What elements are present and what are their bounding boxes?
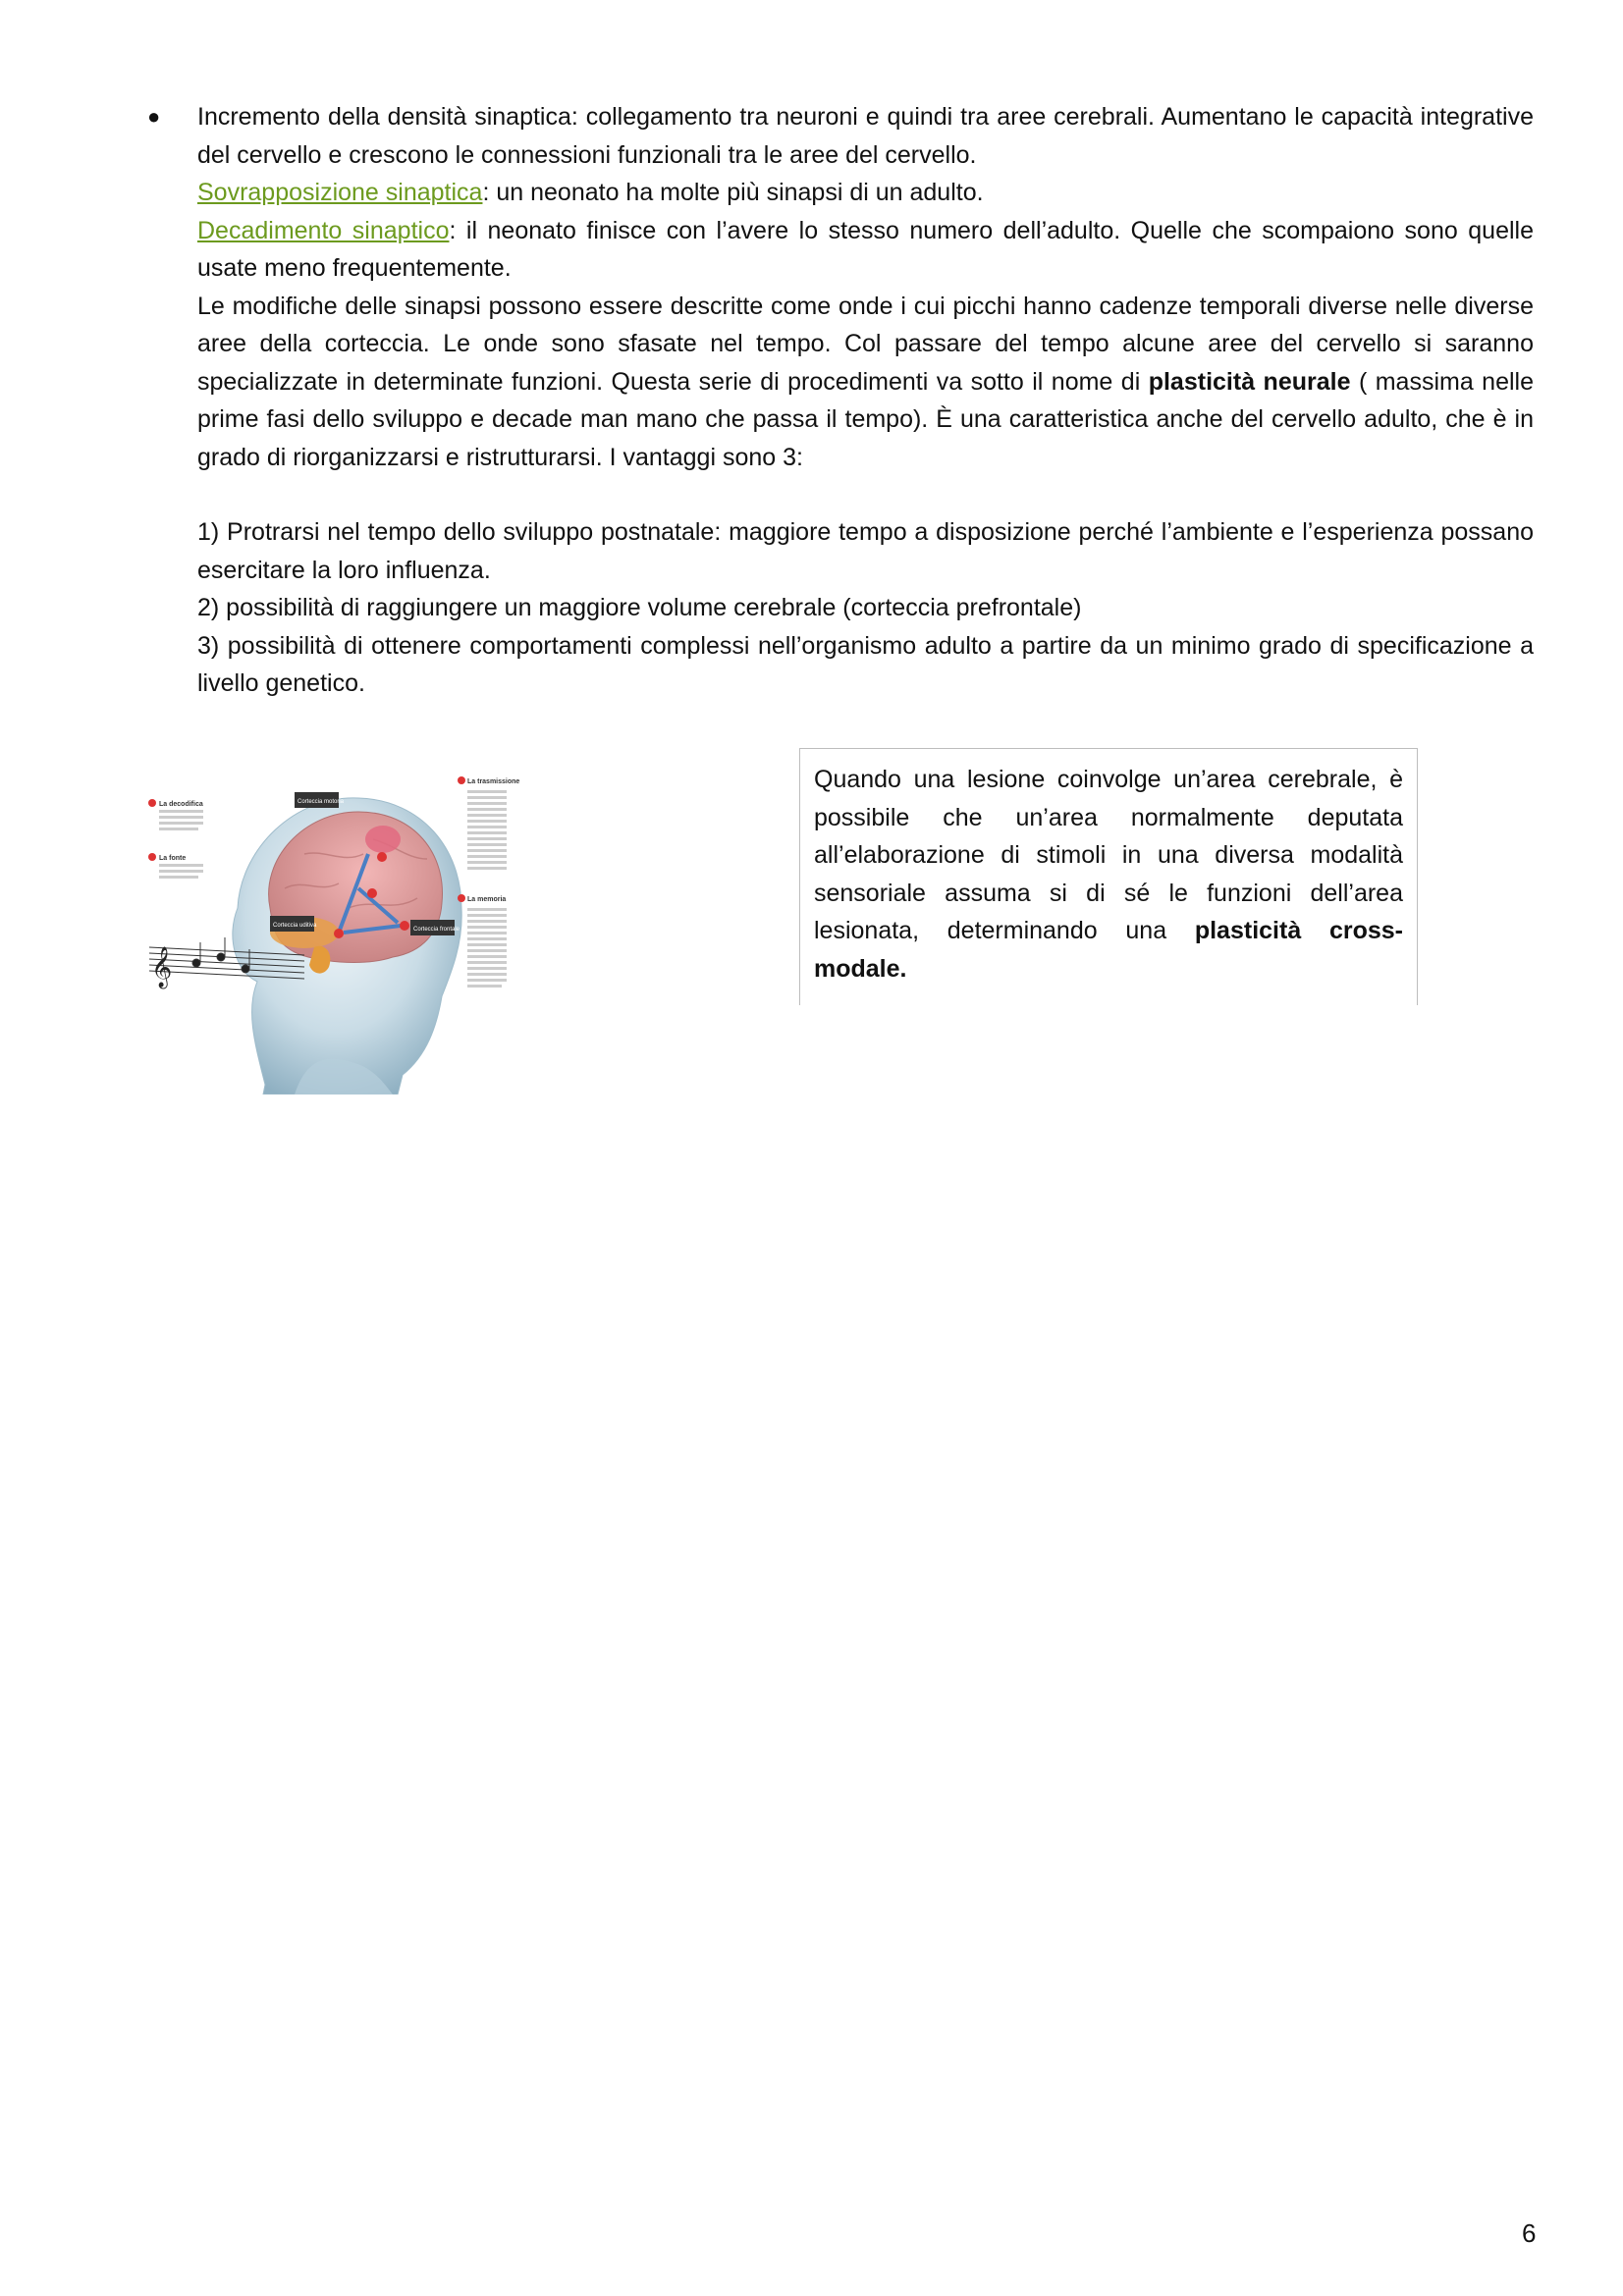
decadimento-text: : il neonato finisce con l’avere lo stesso numero dell’adulto. Quelle che scompaiono sono quelle usate meno frequentemente. (197, 216, 1534, 282)
vantaggio-2: 2) possibilità di raggiungere un maggiore volume cerebrale (corteccia prefrontale) (197, 594, 1082, 621)
sovrapposizione-term: Sovrapposizione sinaptica (197, 179, 483, 206)
label-trasmissione: La trasmissione (467, 778, 520, 785)
bullet-marker: ● (147, 104, 161, 129)
tag-corteccia-frontale: Corteccia frontale (413, 927, 460, 933)
modifiche-paragraph (197, 288, 1534, 477)
label-decodifica: La decodifica (159, 801, 203, 808)
vantaggio-3: 3) possibilità di ottenere comportamenti complessi nell’organismo adulto a partire da un minimo grado di specificazione a livello genetico. (197, 631, 1534, 697)
tag-corteccia-motoria: Corteccia motoria (298, 799, 345, 805)
page-number: 6 (1522, 2218, 1537, 2248)
plasticita-neurale-term: plasticità neurale (1148, 367, 1351, 396)
callout-bold-term: plasticità cross-modale. (814, 917, 1403, 983)
sovrapposizione-paragraph (197, 174, 1534, 212)
label-memoria: La memoria (467, 896, 507, 903)
decadimento-term: Decadimento sinaptico (197, 216, 450, 244)
cross-modal-callout-box (799, 748, 1418, 1005)
tag-corteccia-uditiva: Corteccia uditiva (273, 923, 317, 929)
modifiche-text-after: ( massima nelle prime fasi dello sviluppo e decade man mano che passa il tempo). È una caratteristica anche del cervello adulto, che è in grado di riorganizzarsi e ristrutturarsi. I vantaggi sono 3: (197, 367, 1535, 471)
label-fonte: La fonte (159, 855, 187, 862)
brain-music-figure (147, 761, 530, 1095)
modifiche-text-before: Le modifiche delle sinapsi possono essere descritte come onde i cui picchi hanno cadenze temporali diverse nelle diverse aree della corteccia. Le onde sono sfasate nel tempo. Col passare del tempo alcune aree del cervello si saranno specializzate in determinate funzioni. Questa serie di procedimenti va sotto il nome di (197, 292, 1534, 396)
vantaggio-1: 1) Protrarsi nel tempo dello sviluppo postnatale: maggiore tempo a disposizione perché l’ambiente e l’esperienza possano esercitare la loro influenza. (197, 518, 1534, 584)
main-text-block (197, 98, 1534, 703)
bullet-paragraph: Incremento della densità sinaptica: collegamento tra neuroni e quindi tra aree cerebrali. Aumentano le capacità integrative del cervello e crescono le connessioni funzionali tra le aree del cervello. (197, 103, 1534, 169)
callout-text: Quando una lesione coinvolge un’area cerebrale, è possibile che un’area normalmente deputata all’elaborazione di stimoli in una diversa modalità sensoriale assuma si di sé le funzioni dell’area lesionata, determinando una (814, 766, 1403, 944)
paragraph-spacer (197, 476, 1534, 513)
decadimento-paragraph (197, 212, 1534, 288)
figure-labels-left (148, 799, 203, 879)
svg-text:𝄞: 𝄞 (151, 947, 173, 988)
sovrapposizione-text: : un neonato ha molte più sinapsi di un adulto. (482, 179, 984, 206)
figure-labels-right (458, 776, 519, 988)
